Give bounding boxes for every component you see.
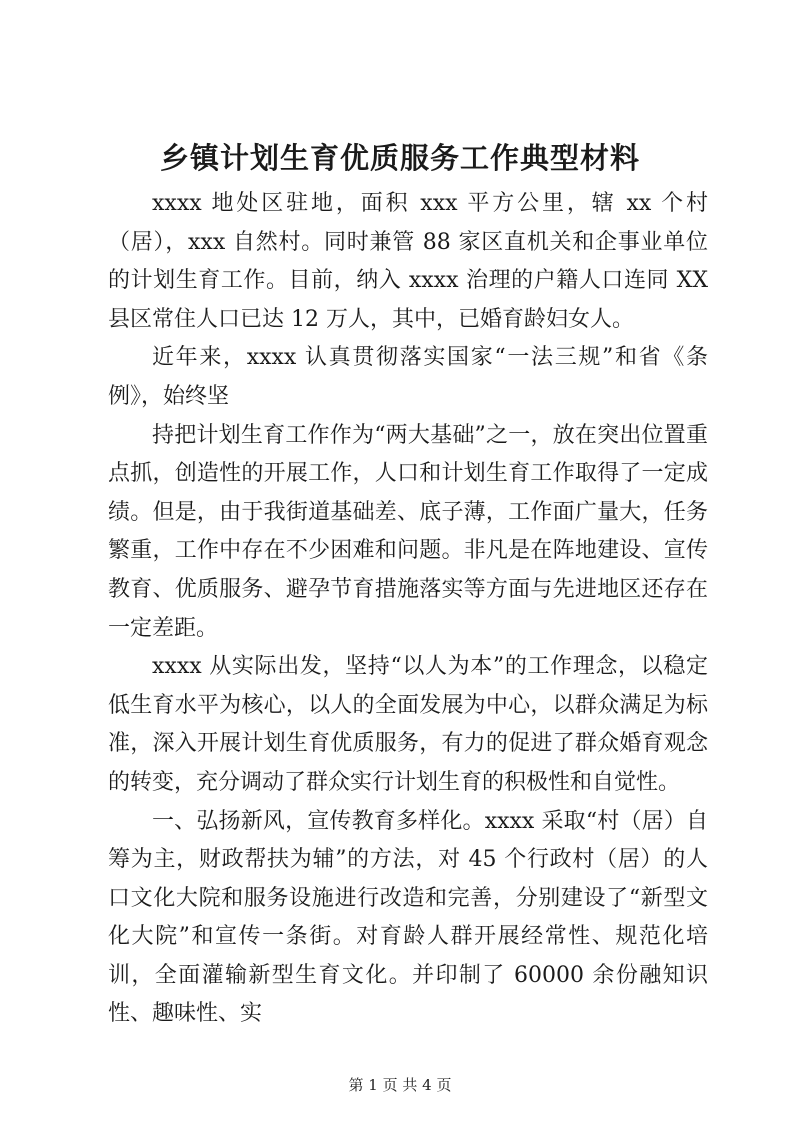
paragraph-principles: xxxx 从实际出发，坚持“以人为本”的工作理念，以稳定低生育水平为核心，以人的全面发展为中心，以群众满足为标准，深入开展计划生育优质服务，有力的促进了群众婚育观念的转变，充分调动了群众实行计划生育的积极性和自觉性。 — [108, 654, 708, 795]
paragraph-section-one: 一、弘扬新风，宣传教育多样化。xxxx 采取“村（居）自筹为主，财政帮扶为辅”的方法，对 45 个行政村（居）的人口文化大院和服务设施进行改造和完善，分别建设了“新型文化大院”和宣传一条街。对育龄人群开展经常性、规范化培训，全面灌输新型生育文化。并印制了 60000 余份融知识性、趣味性、实 — [108, 808, 708, 1027]
document-title: 乡镇计划生育优质服务工作典型材料 — [159, 141, 640, 175]
paragraph-recent-years: 近年来，xxxx 认真贯彻落实国家“一法三规”和省《条例》，始终坚 — [108, 345, 708, 409]
paragraph-intro: xxxx 地处区驻地，面积 xxx 平方公里，辖 xx 个村（居），xxx 自然村。同时兼管 88 家区直机关和企事业单位的计划生育工作。目前，纳入 xxxx 治理的户籍人口连同 XX 县区常住人口已达 12 万人，其中，已婚育龄妇女人。 — [108, 191, 708, 332]
page-footer: 第 1 页 共 4 页 — [348, 1076, 452, 1094]
paragraph-achievements: 持把计划生育工作作为“两大基础”之一，放在突出位置重点抓，创造性的开展工作，人口和计划生育工作取得了一定成绩。但是，由于我街道基础差、底子薄，工作面广量大，任务繁重，工作中存在不少困难和问题。非凡是在阵地建设、宣传教育、优质服务、避孕节育措施落实等方面与先进地区还存在一定差距。 — [108, 422, 708, 641]
document-body — [108, 185, 708, 1034]
